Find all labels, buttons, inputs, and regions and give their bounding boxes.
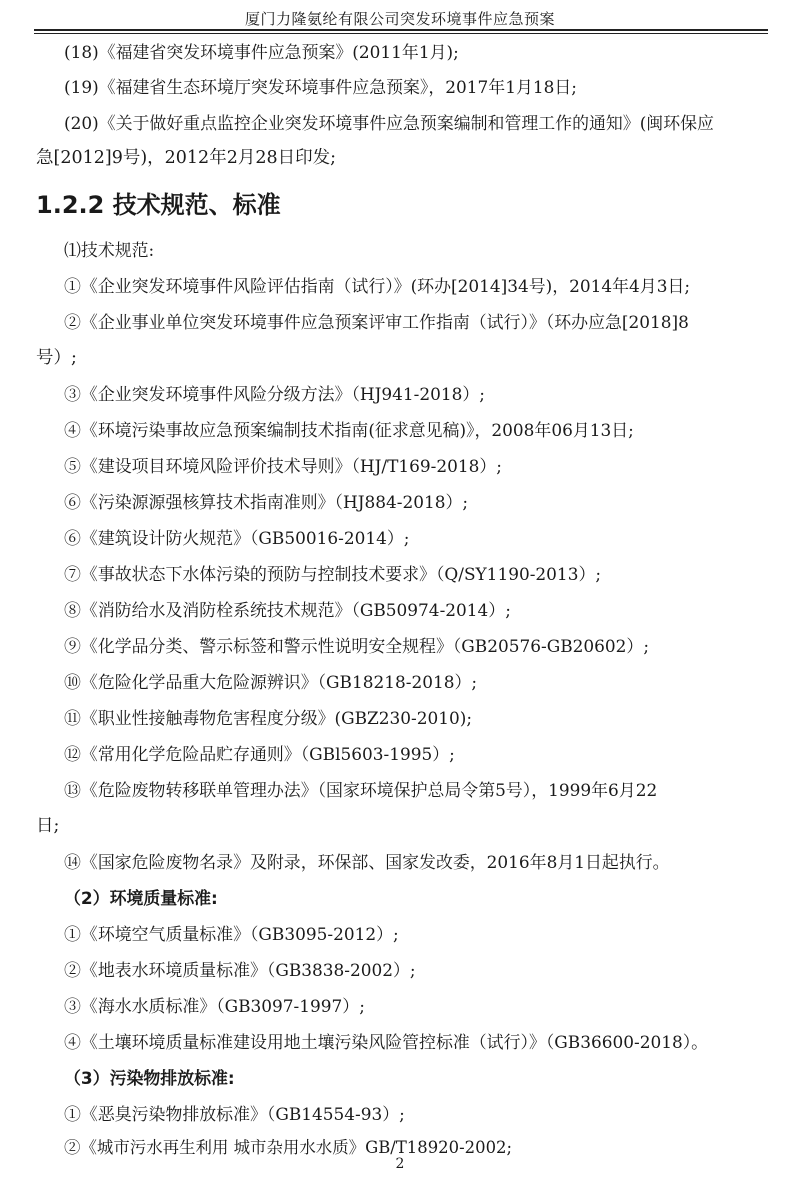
page-header: 厦门力隆氨纶有限公司突发环境事件应急预案: [244, 10, 555, 28]
tech-item-8: ⑦《事故状态下水体污染的预防与控制技术要求》（Q/SY1190-2013）;: [64, 564, 602, 584]
tech-item-6: ⑥《污染源源强核算技术指南准则》（HJ884-2018）;: [64, 492, 469, 512]
law-item-20: (20)《关于做好重点监控企业突发环境事件应急预案编制和管理工作的通知》(闽环保应: [64, 113, 714, 133]
tech-item-2-cont: 号）;: [36, 348, 77, 368]
env-item-4: ④《土壤环境质量标准建设用地土壤污染风险管控标准（试行）》（GB36600-2018）。: [64, 1032, 709, 1052]
tech-item-2: ②《企业事业单位突发环境事件应急预案评审工作指南（试行）》（环办应急[2018]8: [64, 312, 689, 332]
pollutant-item-2: ②《城市污水再生利用 城市杂用水水质》GB/T18920-2002;: [64, 1138, 513, 1157]
section-heading: 1.2.2 技术规范、标准: [36, 191, 281, 219]
tech-item-14-cont: 日;: [36, 816, 60, 836]
pollutant-standard-title: （3）污染物排放标准:: [64, 1068, 235, 1088]
law-item-19: (19)《福建省生态环境厅突发环境事件应急预案》，2017年1月18日;: [64, 77, 577, 97]
page-number: 2: [395, 1156, 405, 1172]
tech-item-4: ④《环境污染事故应急预案编制技术指南(征求意见稿)》，2008年06月13日;: [64, 420, 634, 440]
law-item-18: (18)《福建省突发环境事件应急预案》(2011年1月);: [64, 42, 459, 62]
tech-item-11: ⑩《危险化学品重大危险源辨识》（GB18218-2018）;: [64, 672, 478, 692]
tech-item-5: ⑤《建设项目环境风险评价技术导则》（HJ/T169-2018）;: [64, 456, 502, 476]
pollutant-item-1: ①《恶臭污染物排放标准》（GB14554-93）;: [64, 1104, 405, 1124]
tech-item-12: ⑪《职业性接触毒物危害程度分级》(GBZ230-2010);: [64, 708, 473, 728]
tech-item-3: ③《企业突发环境事件风险分级方法》（HJ941-2018）;: [64, 384, 485, 404]
tech-item-14: ⑬《危险废物转移联单管理办法》（国家环境保护总局令第5号），1999年6月22: [64, 780, 658, 800]
header-rule: [34, 29, 768, 31]
tech-item-1: ①《企业突发环境事件风险评估指南（试行）》(环办[2014]34号)，2014年4月3日;: [64, 276, 691, 296]
env-item-1: ①《环境空气质量标准》（GB3095-2012）;: [64, 924, 399, 944]
env-item-3: ③《海水水质标准》（GB3097-1997）;: [64, 996, 365, 1016]
law-item-20-cont: 急[2012]9号)，2012年2月28日印发;: [36, 148, 336, 168]
tech-spec-title: ⑴技术规范:: [64, 240, 155, 260]
header-rule-thin: [34, 33, 768, 34]
tech-item-10: ⑨《化学品分类、警示标签和警示性说明安全规程》（GB20576-GB20602）;: [64, 636, 650, 656]
tech-item-7: ⑥《建筑设计防火规范》（GB50016-2014）;: [64, 528, 410, 548]
tech-item-15: ⑭《国家危险废物名录》及附录，环保部、国家发改委，2016年8月1日起执行。: [64, 852, 670, 872]
tech-item-13: ⑫《常用化学危险品贮存通则》（GBl5603-1995）;: [64, 744, 455, 764]
env-item-2: ②《地表水环境质量标准》（GB3838-2002）;: [64, 960, 416, 980]
env-standard-title: （2）环境质量标准:: [64, 888, 218, 908]
tech-item-9: ⑧《消防给水及消防栓系统技术规范》（GB50974-2014）;: [64, 600, 511, 620]
